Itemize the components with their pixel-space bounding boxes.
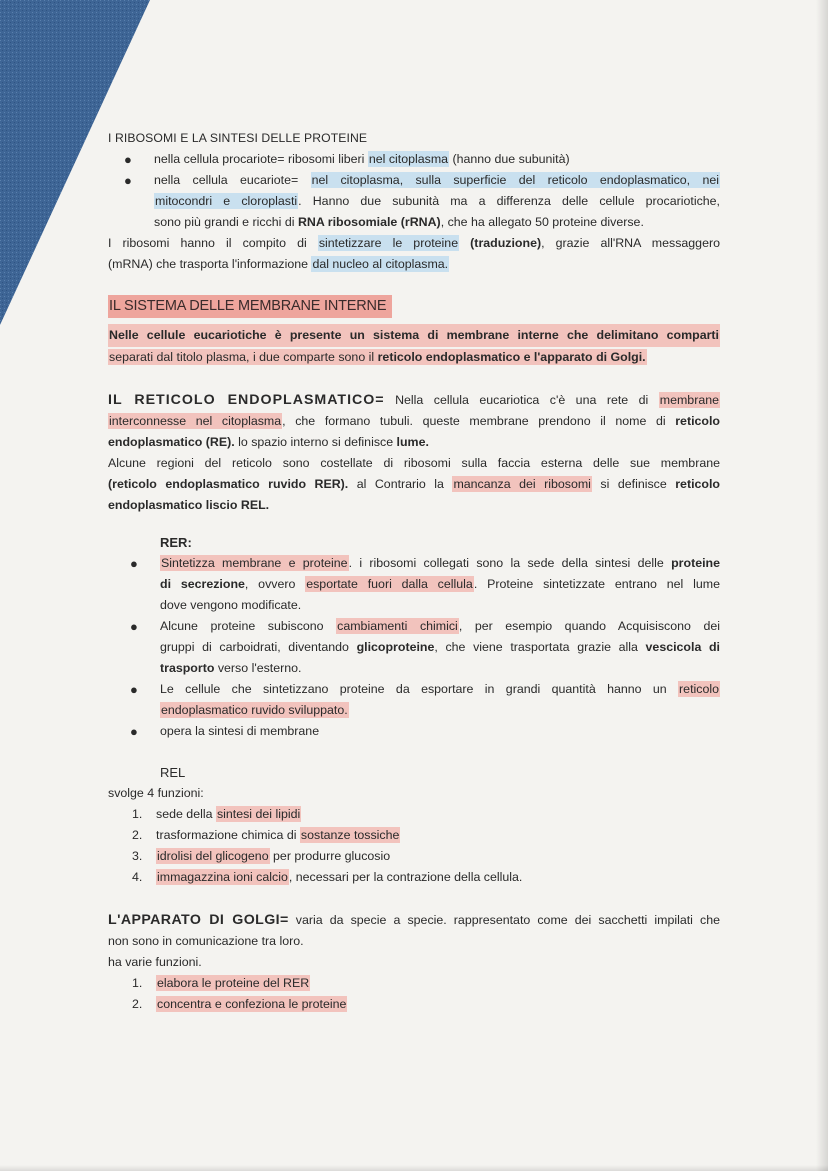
text-fragment: si definisce <box>591 477 676 491</box>
text-fragment: , che viene trasportata grazie alla <box>434 640 646 654</box>
text-fragment: elabora le proteine del RER <box>157 976 310 990</box>
list-item <box>108 804 720 825</box>
bullet-icon: ● <box>130 682 138 697</box>
text-fragment: 2. <box>132 828 143 842</box>
text-fragment: Sintetizza membrane e proteine <box>161 556 348 570</box>
bullet-icon: ● <box>124 152 132 167</box>
text-fragment: 3. <box>132 849 143 863</box>
text-fragment: sede della <box>156 807 216 821</box>
text-fragment: nella cellula procariote= ribosomi liberi <box>154 152 368 166</box>
text-fragment: endoplasmatico liscio REL. <box>108 498 270 512</box>
right-shadow <box>816 0 828 1171</box>
text-fragment: immagazzina ioni calcio <box>157 870 288 884</box>
text-fragment: endoplasmatico ruvido sviluppato. <box>161 703 348 717</box>
document-body <box>108 128 720 1015</box>
text-fragment: opera la sintesi di membrane <box>160 724 320 738</box>
list-item <box>108 994 720 1015</box>
text-fragment: Le cellule che sintetizzano proteine da esportare in grandi quantità hanno un <box>160 682 679 696</box>
ribosomi-list <box>108 149 720 233</box>
text-fragment: sono più grandi e ricchi di <box>154 215 298 229</box>
text-fragment: non sono in comunicazione tra loro. <box>108 934 304 948</box>
text-fragment: (reticolo endoplasmatico ruvido RER). <box>108 477 349 491</box>
text-fragment: 1. <box>132 807 143 821</box>
bullet-icon: ● <box>124 173 132 188</box>
text-fragment: 2. <box>132 997 143 1011</box>
text-fragment: mancanza dei ribosomi <box>453 477 591 491</box>
text-fragment: sostanze tossiche <box>300 828 400 842</box>
text-fragment: dove vengono modificate. <box>160 598 302 612</box>
text-fragment: varia da specie a specie. rappresentato come dei sacchetti impilati che <box>288 913 720 927</box>
text-fragment: mitocondri e cloroplasti <box>155 194 298 208</box>
text-fragment: verso l'esterno. <box>214 661 302 675</box>
text-fragment: , necessari per la contrazione della cellula. <box>288 870 523 884</box>
rer-list <box>114 553 720 742</box>
text-fragment: RNA ribosomiale (rRNA) <box>297 215 441 229</box>
text-fragment: concentra e confeziona le proteine <box>157 997 347 1011</box>
text-fragment: Alcune proteine subiscono <box>160 619 337 633</box>
list-item <box>114 553 720 616</box>
ribosomi-paragraph <box>108 233 720 254</box>
list-item <box>114 721 720 742</box>
text-fragment: sintetizzare le proteine <box>318 236 459 250</box>
text-fragment: separati dal titolo plasma, i due comparte sono il <box>109 350 378 364</box>
text-fragment: dal nucleo al citoplasma. <box>312 257 449 271</box>
text-fragment: vescicola di <box>645 640 720 654</box>
text-fragment: , che ha allegato 50 proteine diverse. <box>440 215 644 229</box>
list-item <box>108 149 720 170</box>
list-item <box>114 616 720 679</box>
list-item <box>108 846 720 867</box>
text-fragment: glicoproteine <box>356 640 435 654</box>
bullet-icon: ● <box>130 556 138 571</box>
list-item <box>108 867 720 888</box>
text-fragment: nella cellula eucariote= <box>154 173 311 187</box>
membrane-line-1 <box>108 324 720 347</box>
text-fragment: , grazie all'RNA messaggero <box>541 236 720 250</box>
text-fragment: esportate fuori dalla cellula <box>306 577 473 591</box>
text-fragment: Alcune regioni del reticolo sono costellate di ribosomi sulla faccia esterna delle sue membrane <box>108 456 720 470</box>
text-fragment: sintesi dei lipidi <box>216 807 301 821</box>
text-fragment: trasformazione chimica di <box>156 828 300 842</box>
text-fragment: lume. <box>396 435 429 449</box>
text-fragment: (hanno due subunità) <box>449 152 570 166</box>
text-fragment: reticolo <box>679 682 719 696</box>
text-fragment: reticolo <box>675 414 720 428</box>
text-fragment: (traduzione) <box>459 236 542 250</box>
golgi-line-1 <box>108 910 720 931</box>
text-fragment: membrane <box>659 393 719 407</box>
rer-label: RER: <box>160 535 192 550</box>
list-item <box>108 825 720 846</box>
text-fragment: nel citoplasma, sulla superficie del reticolo endoplasmatico, nei <box>311 173 720 187</box>
text-fragment: per produrre glucosio <box>269 849 391 863</box>
text-fragment: 4. <box>132 870 143 884</box>
text-fragment: 1. <box>132 976 143 990</box>
text-fragment: gruppi di carboidrati, diventando <box>160 640 357 654</box>
text-fragment: al Contrario la <box>348 477 453 491</box>
text-fragment: idrolisi del glicogeno <box>157 849 269 863</box>
text-fragment: proteine <box>671 556 720 570</box>
text-fragment: nel citoplasma <box>368 152 449 166</box>
text-fragment: reticolo <box>675 477 720 491</box>
text-fragment: ha varie funzioni. <box>108 955 202 969</box>
text-fragment: I ribosomi hanno il compito di <box>108 236 318 250</box>
reticolo-line-1 <box>108 390 720 411</box>
golgi-heading: L'APPARATO DI GOLGI= <box>108 912 289 928</box>
text-fragment: interconnesse nel citoplasma <box>109 414 282 428</box>
membrane-heading: IL SISTEMA DELLE MEMBRANE INTERNE <box>108 295 392 318</box>
text-fragment: . Proteine sintetizzate entrano nel lume <box>473 577 720 591</box>
bullet-icon: ● <box>130 619 138 634</box>
text-fragment: cambiamenti chimici <box>337 619 458 633</box>
membrane-line-2 <box>108 347 720 368</box>
text-fragment: reticolo endoplasmatico e l'apparato di Golgi. <box>377 350 646 364</box>
text-fragment: Nelle cellule eucariotiche è presente un sistema di membrane interne che delimitano comparti <box>109 328 719 342</box>
golgi-list <box>108 973 720 1015</box>
text-fragment: . Hanno due subunità ma a differenza delle cellule procariotiche, <box>298 194 720 208</box>
text-fragment: , che formano tubuli. queste membrane prendono il nome di <box>282 414 676 428</box>
text-fragment: . i ribosomi collegati sono la sede della sintesi delle <box>348 556 672 570</box>
bullet-icon: ● <box>130 724 138 739</box>
text-fragment: (mRNA) che trasporta l'informazione <box>108 257 312 271</box>
rel-label: REL <box>160 765 186 780</box>
ribosomi-heading: I RIBOSOMI E LA SINTESI DELLE PROTEINE <box>108 131 368 145</box>
text-fragment: , ovvero <box>244 577 306 591</box>
reticolo-heading: IL RETICOLO ENDOPLASMATICO= <box>108 392 385 408</box>
list-item <box>114 679 720 721</box>
text-fragment: di secrezione <box>160 577 245 591</box>
rel-intro: svolge 4 funzioni: <box>108 786 204 800</box>
rel-list <box>108 804 720 888</box>
text-fragment: lo spazio interno si definisce <box>234 435 397 449</box>
text-fragment: , per esempio quando Acquisiscono dei <box>458 619 720 633</box>
bottom-shadow <box>0 1165 828 1171</box>
text-fragment: endoplasmatico (RE). <box>108 435 235 449</box>
text-fragment: trasporto <box>160 661 215 675</box>
text-fragment: Nella cellula eucariotica c'è una rete di <box>384 393 659 407</box>
list-item <box>108 973 720 994</box>
list-item <box>108 170 720 233</box>
